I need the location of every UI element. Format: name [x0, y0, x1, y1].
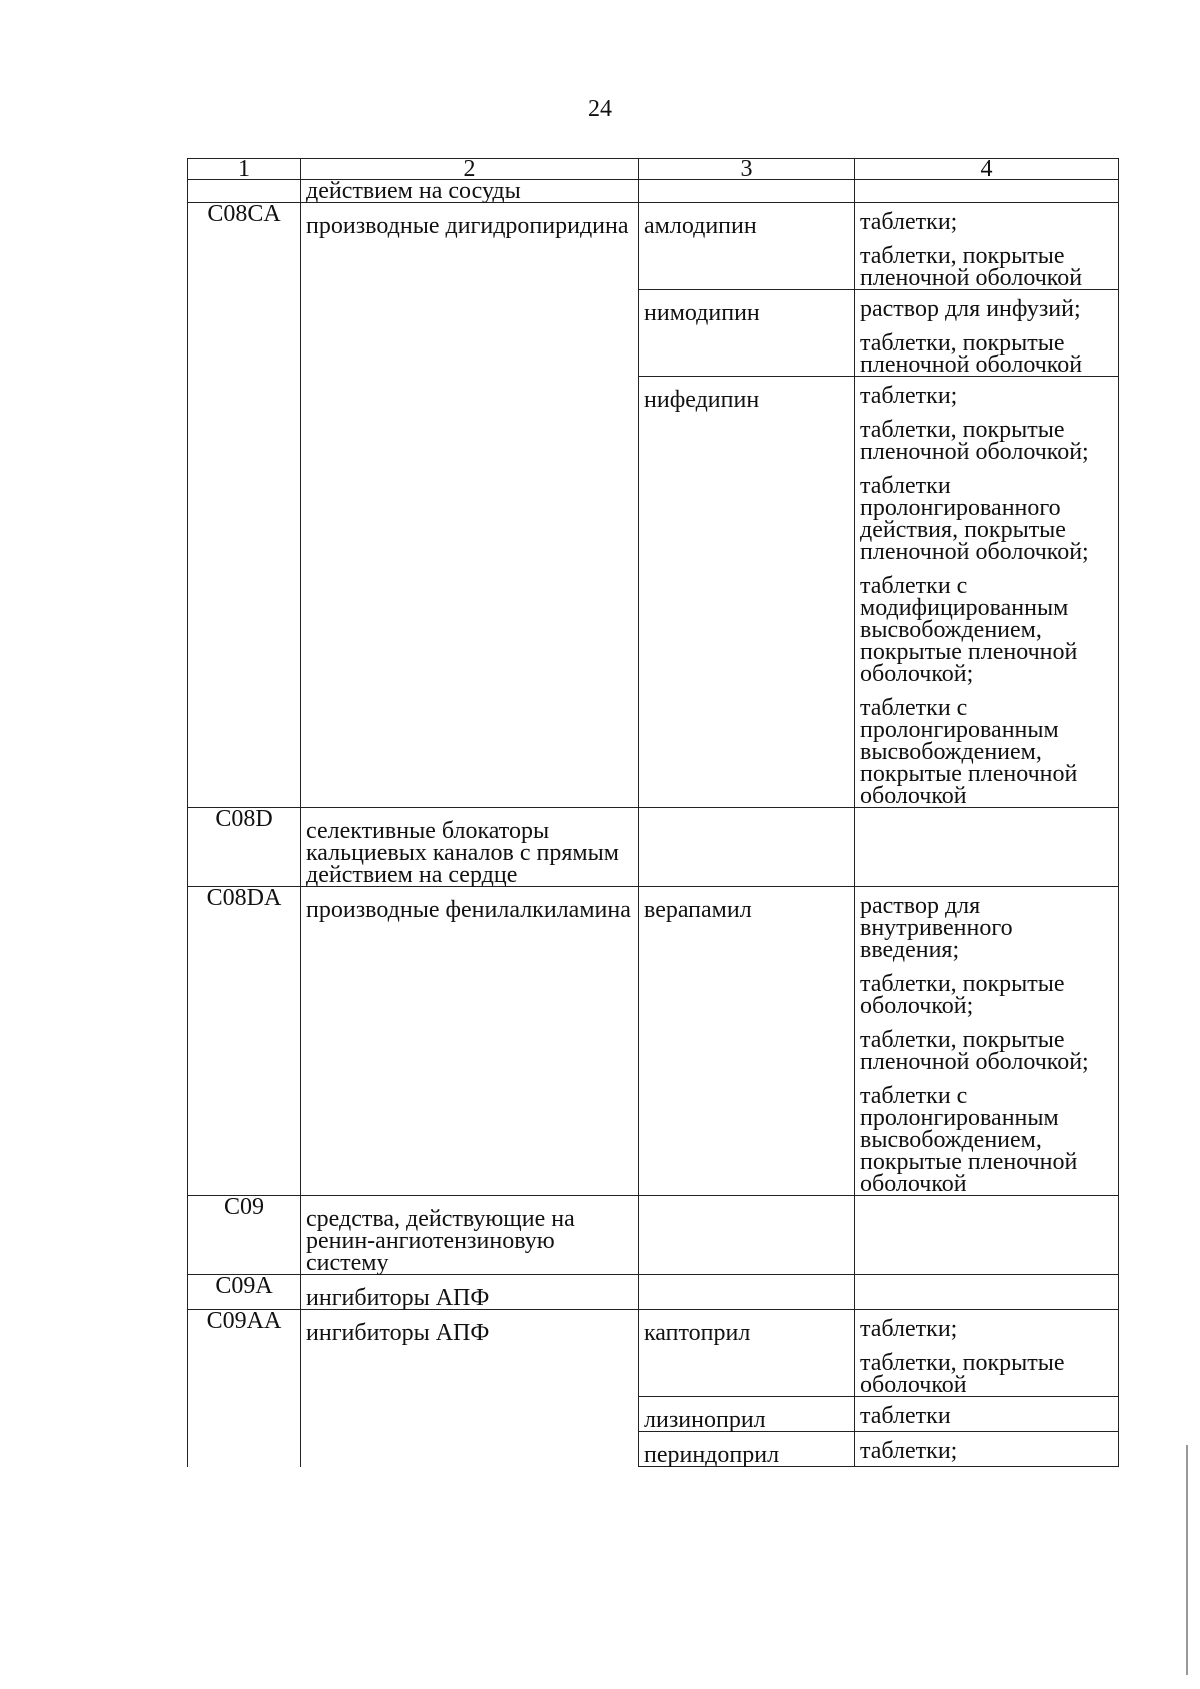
drug-name: верапамил: [639, 887, 855, 1196]
drug-name: лизиноприл: [639, 1397, 855, 1432]
group-name: селективные блокаторы кальциевых каналов с прямым действием на сердце: [301, 808, 639, 887]
atc-code: C08DA: [188, 887, 301, 1196]
drug-name: каптоприл: [639, 1310, 855, 1397]
atc-code: C09A: [188, 1275, 301, 1310]
dosage-form: таблетки с пролонгированным высвобождением, покрытые пленочной оболочкой: [860, 1083, 1078, 1197]
group-name: производные дигидропиридина: [301, 203, 639, 808]
column-number: 1: [188, 159, 301, 180]
drug-name-empty: [639, 1275, 855, 1310]
dosage-forms: [855, 1397, 1119, 1432]
dosage-form: таблетки;: [860, 383, 958, 409]
dosage-form: таблетки;: [860, 1438, 958, 1464]
dosage-forms: [855, 290, 1119, 377]
table-row: [188, 1275, 1119, 1310]
dosage-form: раствор для инфузий;: [860, 296, 1081, 322]
atc-code: C08D: [188, 808, 301, 887]
dosage-form: таблетки с модифицированным высвобождением, покрытые пленочной оболочкой;: [860, 573, 1078, 687]
scan-edge-line: [1186, 1445, 1188, 1675]
drug-name: периндоприл: [639, 1432, 855, 1467]
dosage-form-empty: [855, 1275, 1119, 1310]
drug-name: нимодипин: [639, 290, 855, 377]
table-row: [188, 887, 1119, 1196]
dosage-form: таблетки, покрытые оболочкой: [860, 1350, 1065, 1398]
group-name: ингибиторы АПФ: [301, 1275, 639, 1310]
dosage-form: таблетки, покрытые пленочной оболочкой: [860, 243, 1083, 291]
drug-name-empty: [639, 180, 855, 203]
dosage-form: таблетки с пролонгированным высвобождением, покрытые пленочной оболочкой: [860, 695, 1078, 809]
dosage-form-empty: [855, 1196, 1119, 1275]
drug-name-empty: [639, 808, 855, 887]
column-number: 4: [855, 159, 1119, 180]
atc-code: [188, 180, 301, 203]
column-number: 3: [639, 159, 855, 180]
dosage-form: таблетки;: [860, 209, 958, 235]
atc-code: C08CA: [188, 203, 301, 808]
group-name: средства, действующие на ренин-ангиотензиновую систему: [301, 1196, 639, 1275]
table-row: [188, 1196, 1119, 1275]
table-row: [188, 1310, 1119, 1397]
dosage-form-empty: [855, 808, 1119, 887]
column-number: 2: [301, 159, 639, 180]
dosage-form: таблетки, покрытые пленочной оболочкой;: [860, 1027, 1089, 1075]
group-name: производные фенилалкиламина: [301, 887, 639, 1196]
dosage-form: таблетки, покрытые пленочной оболочкой: [860, 330, 1083, 378]
drug-name: амлодипин: [639, 203, 855, 290]
dosage-form: таблетки: [860, 1403, 951, 1429]
atc-code: C09AA: [188, 1310, 301, 1467]
drug-name: нифедипин: [639, 377, 855, 808]
dosage-forms: [855, 1432, 1119, 1467]
table-row: [188, 808, 1119, 887]
dosage-form: таблетки пролонгированного действия, покрытые пленочной оболочкой;: [860, 473, 1089, 565]
group-name: ингибиторы АПФ: [301, 1310, 639, 1467]
dosage-form-empty: [855, 180, 1119, 203]
dosage-forms: [855, 377, 1119, 808]
dosage-form: раствор для внутривенного введения;: [860, 893, 1013, 963]
dosage-form: таблетки, покрытые оболочкой;: [860, 971, 1065, 1019]
table-row: [188, 180, 1119, 203]
dosage-form: таблетки, покрытые пленочной оболочкой;: [860, 417, 1089, 465]
table-row: [188, 203, 1119, 290]
dosage-forms: [855, 203, 1119, 290]
dosage-forms: [855, 1310, 1119, 1397]
medication-table: [187, 158, 1119, 1467]
dosage-form: таблетки;: [860, 1316, 958, 1342]
column-number-row: [188, 159, 1119, 180]
atc-code: C09: [188, 1196, 301, 1275]
drug-name-empty: [639, 1196, 855, 1275]
page-number: 24: [588, 96, 612, 122]
group-name: действием на сосуды: [301, 180, 639, 203]
dosage-forms: [855, 887, 1119, 1196]
